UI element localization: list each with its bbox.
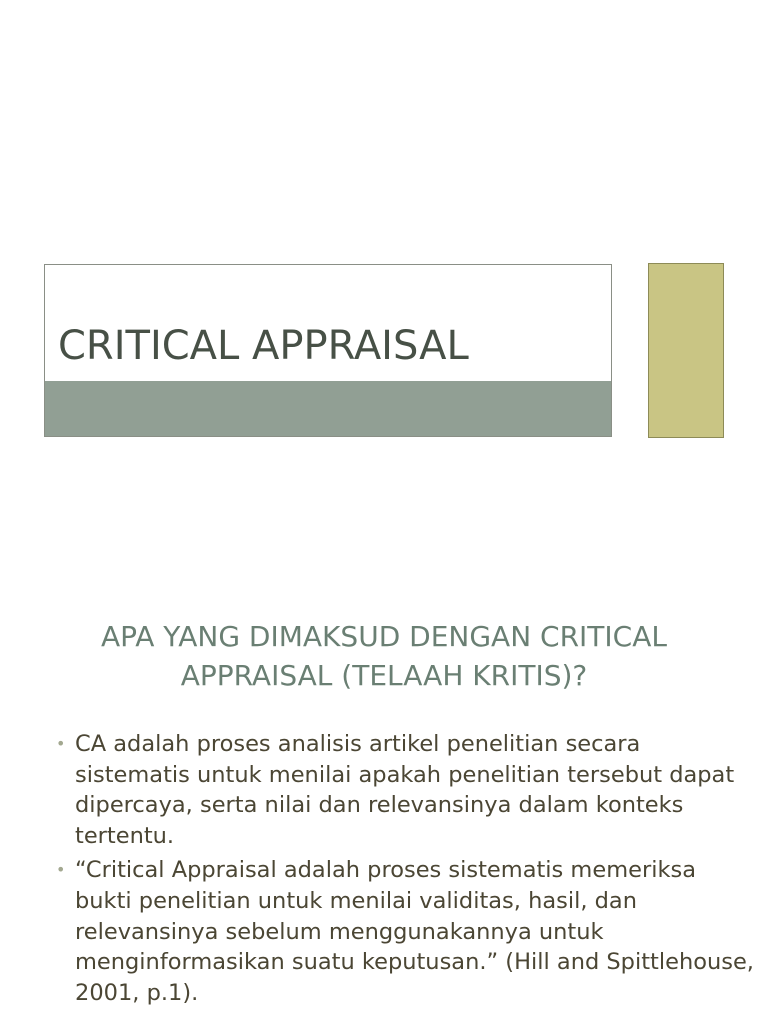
bullet-dot-icon: • [56, 860, 66, 880]
bullet-item [56, 729, 756, 851]
bullet-dot-icon: • [56, 734, 66, 753]
section-heading: APA YANG DIMAKSUD DENGAN CRITICAL APPRAISAL (TELAAH KRITIS)? [101, 620, 667, 692]
title-band [45, 381, 611, 436]
title-box [44, 264, 612, 437]
bullet-text: CA adalah proses analisis artikel penelitian secara sistematis untuk menilai apakah penelitian tersebut dapat dipercaya, serta nilai dan relevansinya dalam konteks tertentu. [75, 731, 735, 849]
bullet-list [56, 729, 756, 1012]
bullet-item [56, 855, 756, 1008]
accent-block [648, 263, 724, 438]
slide-title: CRITICAL APPRAISAL [58, 323, 469, 369]
bullet-text: “Critical Appraisal adalah proses sistematis memeriksa bukti penelitian untuk menilai validitas, hasil, dan relevansinya sebelum menggunakannya untuk menginformasikan suatu keputusan.” (Hill and Spittlehouse, 2001, p.1). [75, 857, 754, 1006]
